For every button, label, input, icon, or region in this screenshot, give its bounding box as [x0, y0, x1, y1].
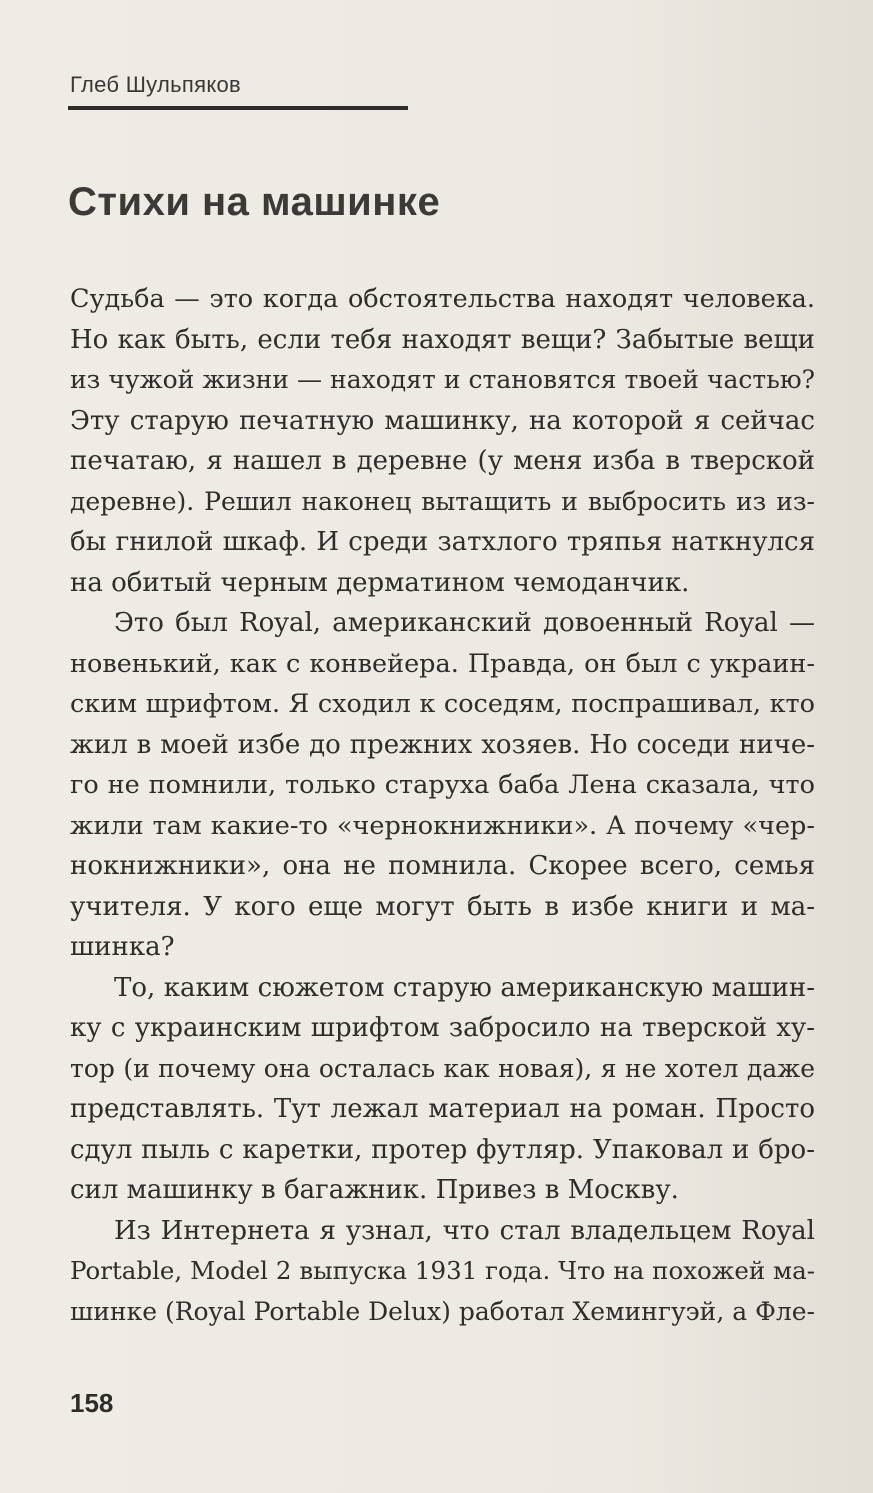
text-line: печатаю, я нашел в деревне (у меня изба в тверской	[70, 446, 815, 476]
chapter-title: Стихи на машинке	[68, 180, 441, 224]
page-number: 158	[70, 1388, 114, 1418]
text-line: на обитый черным дерматином чемоданчик.	[70, 567, 690, 598]
text-line: Эту старую печатную машинку, на которой я сейчас	[70, 405, 815, 436]
text-line: Но как быть, если тебя находят вещи? Забытые вещи	[70, 324, 815, 355]
running-head-author: Глеб Шульпяков	[70, 72, 242, 97]
text-line: го не помнили, только старуха баба Лена сказала, что	[70, 770, 815, 800]
text-line: представлять. Тут лежал материал на роман. Просто	[70, 1094, 815, 1124]
body-text	[70, 279, 815, 1332]
text-line: жил в моей избе до прежних хозяев. Но соседи ниче-	[70, 729, 815, 760]
text-line: тор (и почему она осталась как новая), я не хотел даже	[70, 1053, 815, 1083]
text-line: ским шрифтом. Я сходил к соседям, поспрашивал, кто	[70, 689, 815, 719]
text-line: новенький, как с конвейера. Правда, он был с украин-	[70, 648, 815, 679]
text-line: Это был Royal, американский довоенный Royal —	[114, 608, 815, 638]
text-line: бы гнилой шкаф. И среди затхлого тряпья наткнулся	[70, 527, 815, 557]
text-line: сдул пыль с каретки, протер футляр. Упаковал и бро-	[70, 1134, 815, 1165]
text-line: Portable, Model 2 выпуска 1931 года. Что на похожей ма-	[70, 1256, 815, 1285]
text-line: учителя. У кого еще могут быть в избе книги и ма-	[70, 891, 815, 922]
text-line: сил машинку в багажник. Привез в Москву.	[70, 1175, 679, 1205]
text-line: нокнижники», она не помнила. Скорее всего, семья	[70, 851, 815, 881]
text-line: из чужой жизни — находят и становятся твоей частью?	[70, 365, 815, 394]
text-line: ку с украинским шрифтом забросило на тверской ху-	[70, 1013, 815, 1043]
text-line: Из Интернета я узнал, что стал владельцем Royal	[114, 1215, 815, 1246]
text-line: Судьба — это когда обстоятельства находят человека.	[70, 284, 815, 314]
text-line: шинка?	[70, 932, 175, 962]
text-line: жили там какие-то «чернокнижники». А почему «чер-	[70, 810, 815, 841]
text-line: То, каким сюжетом старую американскую машин-	[114, 972, 815, 1003]
text-line: шинке (Royal Portable Delux) работал Хемингуэй, а Фле-	[70, 1296, 815, 1326]
header-rule	[68, 106, 408, 110]
text-line: деревне). Решил наконец вытащить и выбросить из из-	[70, 486, 815, 516]
